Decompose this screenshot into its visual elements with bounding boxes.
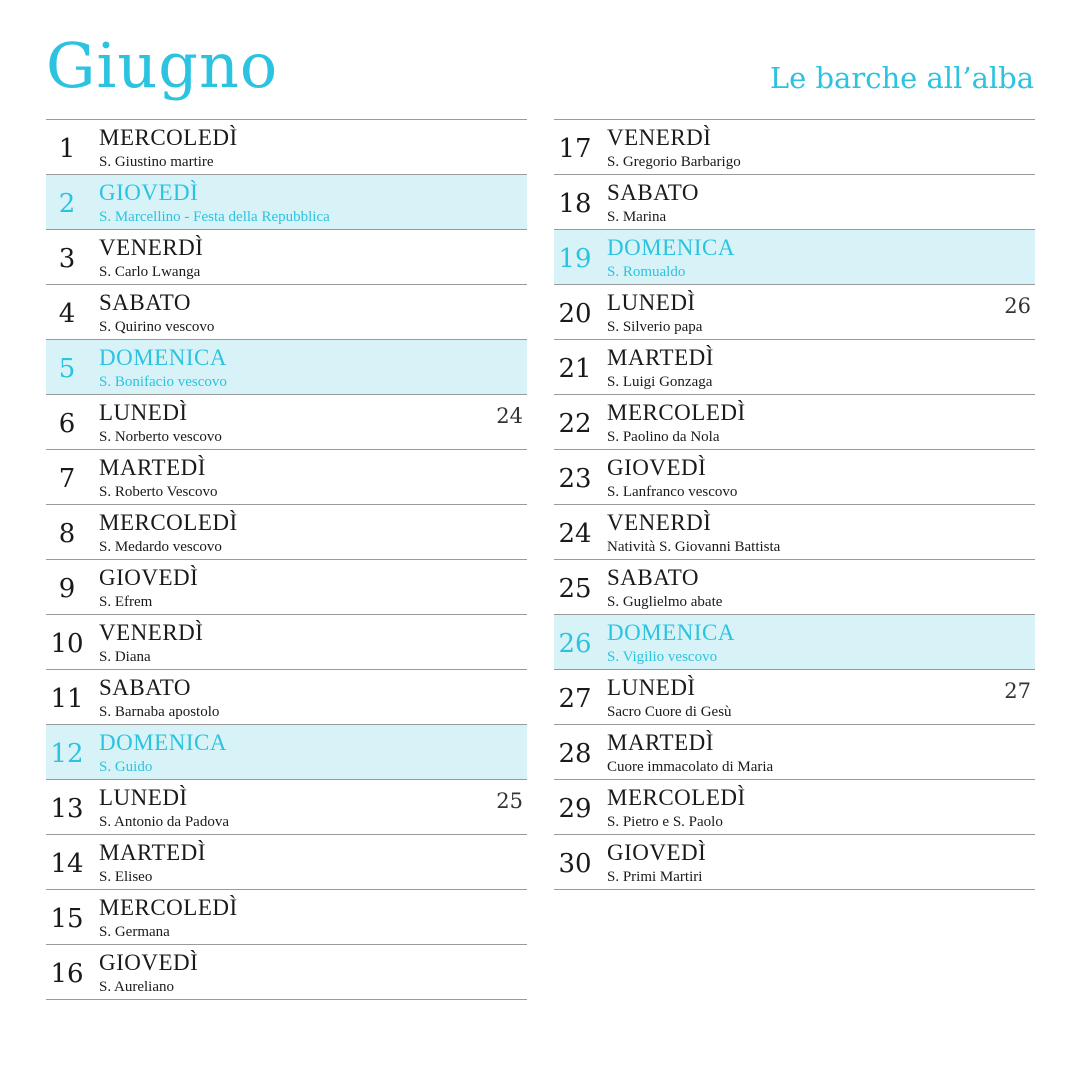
saint-name: S. Aureliano	[99, 979, 174, 995]
day-row	[46, 890, 527, 945]
day-number: 1	[58, 134, 76, 164]
month-title: Giugno	[46, 29, 279, 102]
weekday-name: VENERDÌ	[99, 235, 204, 260]
day-number: 10	[50, 629, 84, 659]
day-number: 26	[558, 629, 592, 659]
saint-name: S. Giustino martire	[99, 154, 214, 170]
weekday-name: MERCOLEDÌ	[607, 785, 746, 810]
weekday-name: GIOVEDÌ	[99, 950, 199, 975]
day-row	[46, 725, 527, 780]
weekday-name: VENERDÌ	[99, 620, 204, 645]
day-number: 12	[50, 739, 84, 769]
day-row	[554, 670, 1035, 725]
weekday-name: VENERDÌ	[607, 510, 712, 535]
saint-name: Sacro Cuore di Gesù	[607, 704, 732, 720]
day-number: 2	[58, 189, 76, 219]
weekday-name: GIOVEDÌ	[99, 180, 199, 205]
saint-name: S. Carlo Lwanga	[99, 264, 201, 280]
day-row	[554, 780, 1035, 835]
day-number: 28	[558, 739, 592, 769]
day-number: 15	[50, 904, 84, 934]
weekday-name: SABATO	[99, 675, 192, 700]
day-row	[46, 450, 527, 505]
day-row	[46, 945, 527, 1000]
saint-name: S. Eliseo	[99, 869, 153, 885]
day-number: 8	[58, 519, 76, 549]
saint-name: S. Efrem	[99, 594, 153, 610]
day-number: 4	[58, 299, 76, 329]
day-row	[46, 175, 527, 230]
day-row	[554, 450, 1035, 505]
day-number: 7	[58, 464, 76, 494]
day-number: 3	[58, 244, 76, 274]
weekday-name: SABATO	[607, 180, 700, 205]
saint-name: S. Guglielmo abate	[607, 594, 723, 610]
day-row	[554, 230, 1035, 285]
day-row	[46, 120, 527, 175]
day-row	[554, 505, 1035, 560]
week-number: 24	[496, 404, 523, 428]
weekday-name: MARTEDÌ	[607, 730, 714, 755]
day-row	[46, 780, 527, 835]
day-number: 27	[558, 684, 592, 714]
day-row	[46, 670, 527, 725]
saint-name: S. Guido	[99, 759, 153, 775]
calendar-subtitle: Le barche all’alba	[769, 61, 1034, 95]
day-number: 18	[558, 189, 592, 219]
day-number: 19	[558, 244, 592, 274]
saint-name: S. Luigi Gonzaga	[607, 374, 713, 390]
saint-name: S. Vigilio vescovo	[607, 649, 718, 665]
day-row	[46, 340, 527, 395]
day-row	[554, 395, 1035, 450]
day-number: 17	[558, 134, 592, 164]
day-row	[46, 560, 527, 615]
saint-name: S. Diana	[99, 649, 151, 665]
day-number: 13	[50, 794, 84, 824]
day-number: 24	[558, 519, 592, 549]
saint-name: S. Silverio papa	[607, 319, 703, 335]
saint-name: S. Quirino vescovo	[99, 319, 215, 335]
weekday-name: MARTEDÌ	[99, 840, 206, 865]
week-number: 25	[496, 789, 523, 813]
day-row	[46, 615, 527, 670]
saint-name: S. Marina	[607, 209, 667, 225]
weekday-name: VENERDÌ	[607, 125, 712, 150]
day-row	[46, 285, 527, 340]
day-row	[554, 120, 1035, 175]
day-row	[554, 175, 1035, 230]
weekday-name: LUNEDÌ	[607, 290, 696, 315]
day-number: 14	[50, 849, 84, 879]
day-row	[554, 615, 1035, 670]
day-number: 16	[50, 959, 84, 989]
saint-name: S. Bonifacio vescovo	[99, 374, 227, 390]
weekday-name: MERCOLEDÌ	[99, 510, 238, 535]
day-row	[554, 285, 1035, 340]
day-row	[554, 340, 1035, 395]
saint-name: S. Gregorio Barbarigo	[607, 154, 741, 170]
weekday-name: GIOVEDÌ	[99, 565, 199, 590]
saint-name: S. Marcellino - Festa della Repubblica	[99, 209, 330, 225]
week-number: 27	[1004, 679, 1031, 703]
day-number: 5	[58, 354, 76, 384]
saint-name: S. Paolino da Nola	[607, 429, 720, 445]
weekday-name: MERCOLEDÌ	[607, 400, 746, 425]
weekday-name: MERCOLEDÌ	[99, 895, 238, 920]
week-number: 26	[1004, 294, 1031, 318]
day-column-right	[554, 119, 1035, 890]
saint-name: S. Roberto Vescovo	[99, 484, 218, 500]
day-number: 22	[558, 409, 592, 439]
saint-name: S. Medardo vescovo	[99, 539, 222, 555]
day-number: 6	[58, 409, 76, 439]
day-number: 11	[50, 684, 84, 714]
weekday-name: DOMENICA	[607, 235, 735, 260]
weekday-name: MARTEDÌ	[99, 455, 206, 480]
saint-name: S. Germana	[99, 924, 170, 940]
day-row	[554, 725, 1035, 780]
weekday-name: LUNEDÌ	[99, 785, 188, 810]
weekday-name: SABATO	[99, 290, 192, 315]
saint-name: Natività S. Giovanni Battista	[607, 539, 781, 555]
saint-name: S. Norberto vescovo	[99, 429, 222, 445]
day-number: 23	[558, 464, 592, 494]
weekday-name: MERCOLEDÌ	[99, 125, 238, 150]
day-row	[46, 230, 527, 285]
day-number: 21	[558, 354, 592, 384]
day-row	[554, 560, 1035, 615]
saint-name: Cuore immacolato di Maria	[607, 759, 774, 775]
day-row	[46, 395, 527, 450]
weekday-name: DOMENICA	[99, 345, 227, 370]
saint-name: S. Antonio da Padova	[99, 814, 229, 830]
saint-name: S. Barnaba apostolo	[99, 704, 220, 720]
weekday-name: MARTEDÌ	[607, 345, 714, 370]
day-number: 30	[558, 849, 592, 879]
weekday-name: GIOVEDÌ	[607, 840, 707, 865]
weekday-name: SABATO	[607, 565, 700, 590]
weekday-name: DOMENICA	[99, 730, 227, 755]
day-number: 9	[58, 574, 76, 604]
weekday-name: GIOVEDÌ	[607, 455, 707, 480]
saint-name: S. Primi Martiri	[607, 869, 703, 885]
weekday-name: DOMENICA	[607, 620, 735, 645]
weekday-name: LUNEDÌ	[99, 400, 188, 425]
saint-name: S. Pietro e S. Paolo	[607, 814, 723, 830]
day-row	[46, 835, 527, 890]
day-column-left	[46, 119, 527, 1000]
saint-name: S. Romualdo	[607, 264, 686, 280]
saint-name: S. Lanfranco vescovo	[607, 484, 738, 500]
weekday-name: LUNEDÌ	[607, 675, 696, 700]
day-number: 29	[558, 794, 592, 824]
day-row	[46, 505, 527, 560]
day-number: 20	[558, 299, 592, 329]
day-row	[554, 835, 1035, 890]
day-number: 25	[558, 574, 592, 604]
